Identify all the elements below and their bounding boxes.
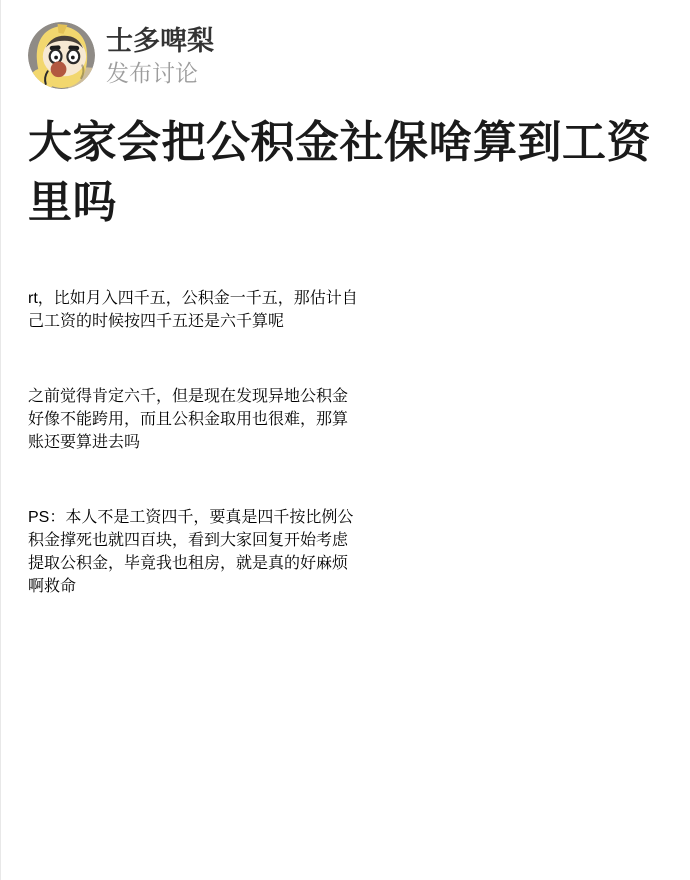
post-body-line: PS：本人不是工资四千，要真是四千按比例公	[28, 509, 354, 526]
post-body-line: 积金撑死也就四百块，看到大家回复开始考虑	[28, 532, 349, 549]
post-body-line: 之前觉得肯定六千，但是现在发现异地公积金	[28, 388, 349, 405]
user-info	[106, 25, 214, 87]
post-body	[28, 285, 662, 596]
post-title	[28, 113, 662, 233]
post-type-label: 发布讨论	[106, 59, 198, 86]
shinchan-avatar-icon	[28, 22, 95, 89]
post-title-line: 里吗	[28, 178, 117, 227]
post-title-line: 大家会把公积金社保啥算到工资	[28, 118, 651, 167]
post-body-line: 己工资的时候按四千五还是六千算呢	[28, 313, 285, 330]
post-body-line: rt，比如月入四千五，公积金一千五，那估计自	[28, 290, 358, 307]
user-avatar[interactable]	[28, 22, 95, 89]
post-body-line: 好像不能跨用，而且公积金取用也很难，那算	[28, 411, 349, 428]
post-body-line: 账还要算进去吗	[28, 434, 141, 451]
username[interactable]: 士多啤梨	[106, 25, 214, 56]
post-body-line: 提取公积金，毕竟我也租房，就是真的好麻烦	[28, 555, 349, 572]
post-header	[28, 22, 662, 89]
post-body-line: 啊救命	[28, 578, 77, 595]
